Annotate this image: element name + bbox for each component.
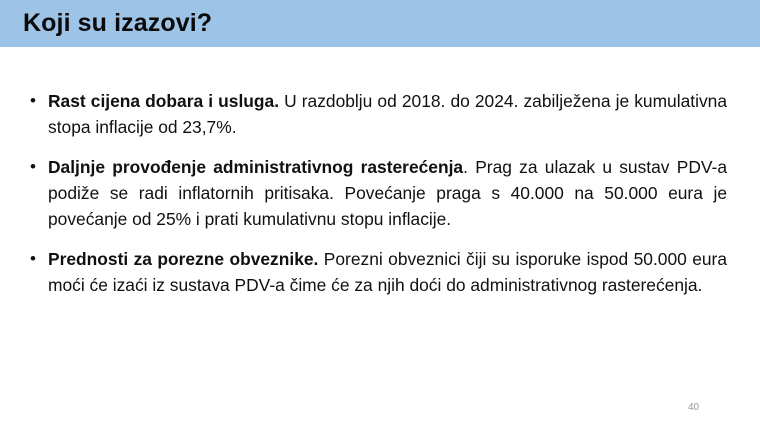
title-bar bbox=[0, 0, 760, 47]
bullet-item-administrative-relief bbox=[30, 154, 727, 232]
bullet-item-price-growth bbox=[30, 88, 727, 140]
bullet-heading: Daljnje provođenje administrativnog rasterećenja bbox=[48, 157, 464, 177]
bullet-text: . Prag za ulazak u sustav PDV-a podiže se radi inflatornih pritisaka. Povećanje praga s 40.000 na 50.000 eura je povećanje od 25% i prati kumulativnu stopu inflacije. bbox=[48, 157, 728, 229]
bullet-text: Porezni obveznici čiji su isporuke ispod 50.000 eura moći će izaći iz sustava PDV-a čime će za njih doći do administrativnog rasterećenja. bbox=[48, 249, 728, 295]
slide-title: Koji su izazovi? bbox=[23, 9, 213, 37]
bullet-icon: • bbox=[30, 91, 36, 110]
bullet-heading: Rast cijena dobara i usluga. bbox=[48, 91, 280, 111]
bullet-item-taxpayer-benefits bbox=[30, 246, 727, 298]
bullet-icon: • bbox=[30, 157, 36, 176]
bullet-text: U razdoblju od 2018. do 2024. zabilježena je kumulativna stopa inflacije od 23,7%. bbox=[48, 91, 727, 137]
page-number: 40 bbox=[688, 402, 700, 413]
bullet-icon: • bbox=[30, 249, 36, 268]
bullet-heading: Prednosti za porezne obveznike. bbox=[48, 249, 319, 269]
bullet-list bbox=[30, 88, 727, 312]
